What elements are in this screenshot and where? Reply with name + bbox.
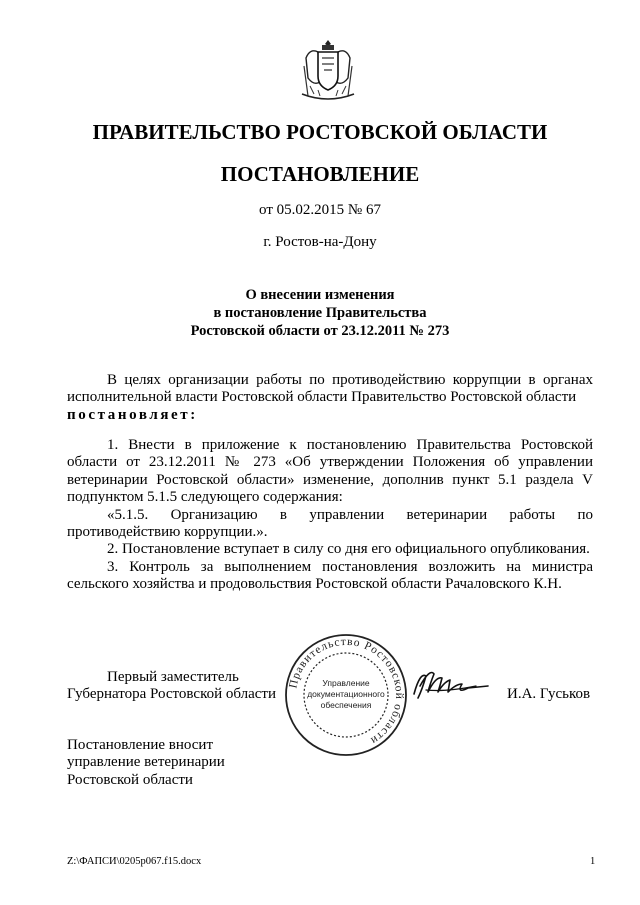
coat-of-arms-emblem	[298, 38, 358, 104]
signatory-position-line-1: Первый заместитель	[107, 669, 239, 685]
item-1: 1. Внести в приложение к постановлению Правительства Ростовской области от 23.12.2011 № 273 «Об утверждении Положения об управлении ветеринарии Ростовской области» изменение, дополнив пункт 5.1 раздела V подпунктом 5.1.5 следующего содержания:	[67, 437, 593, 506]
stamp-ring-text: Правительство Ростовской области	[287, 635, 406, 747]
subject-line-1: О внесении изменения	[245, 287, 395, 303]
document-type-heading: ПОСТАНОВЛЕНИЕ	[220, 162, 420, 186]
document-date-number: от 05.02.2015 № 67	[259, 202, 381, 218]
footer-page-number: 1	[590, 856, 596, 867]
organization-title: ПРАВИТЕЛЬСТВО РОСТОВСКОЙ ОБЛАСТИ	[92, 120, 548, 144]
document-city: г. Ростов-на-Дону	[263, 234, 377, 250]
resolution-items	[67, 437, 593, 594]
stamp-inner-line-1: Управление	[322, 678, 370, 688]
item-3: 3. Контроль за выполнением постановления возложить на министра сельского хозяйства и продовольствия Ростовской области Рачаловского К.Н.	[67, 558, 593, 593]
signatory-name: И.А. Гуськов	[507, 686, 591, 702]
handwritten-signature	[410, 664, 492, 704]
submitter-line-2: управление ветеринарии	[67, 754, 225, 771]
preamble-text: В целях организации работы по противодействию коррупции в органах исполнительной власти Ростовской области Правительство Ростовской области	[67, 372, 593, 406]
item-2: 2. Постановление вступает в силу со дня его официального опубликования.	[107, 541, 590, 558]
official-stamp	[283, 632, 409, 758]
stamp-inner-line-3: обеспечения	[320, 700, 372, 710]
signatory-position-line-2: Губернатора Ростовской области	[67, 686, 277, 702]
footer-file-path: Z:\ФАПСИ\0205р067.f15.docx	[67, 856, 202, 867]
subject-line-3: Ростовской области от 23.12.2011 № 273	[190, 323, 450, 339]
submitter-line-1: Постановление вносит	[67, 737, 214, 753]
submitter-block	[67, 737, 225, 789]
submitter-line-3: Ростовской области	[67, 771, 193, 788]
stamp-inner-line-2: документационного	[307, 689, 385, 699]
subject-block	[0, 286, 640, 340]
subject-line-2: в постановление Правительства	[213, 305, 427, 321]
preamble-paragraph	[67, 372, 593, 424]
item-1-quote: «5.1.5. Организацию в управлении ветеринарии работы по противодействию коррупции.».	[67, 506, 593, 541]
preamble-resolves: постановляет:	[67, 406, 198, 423]
